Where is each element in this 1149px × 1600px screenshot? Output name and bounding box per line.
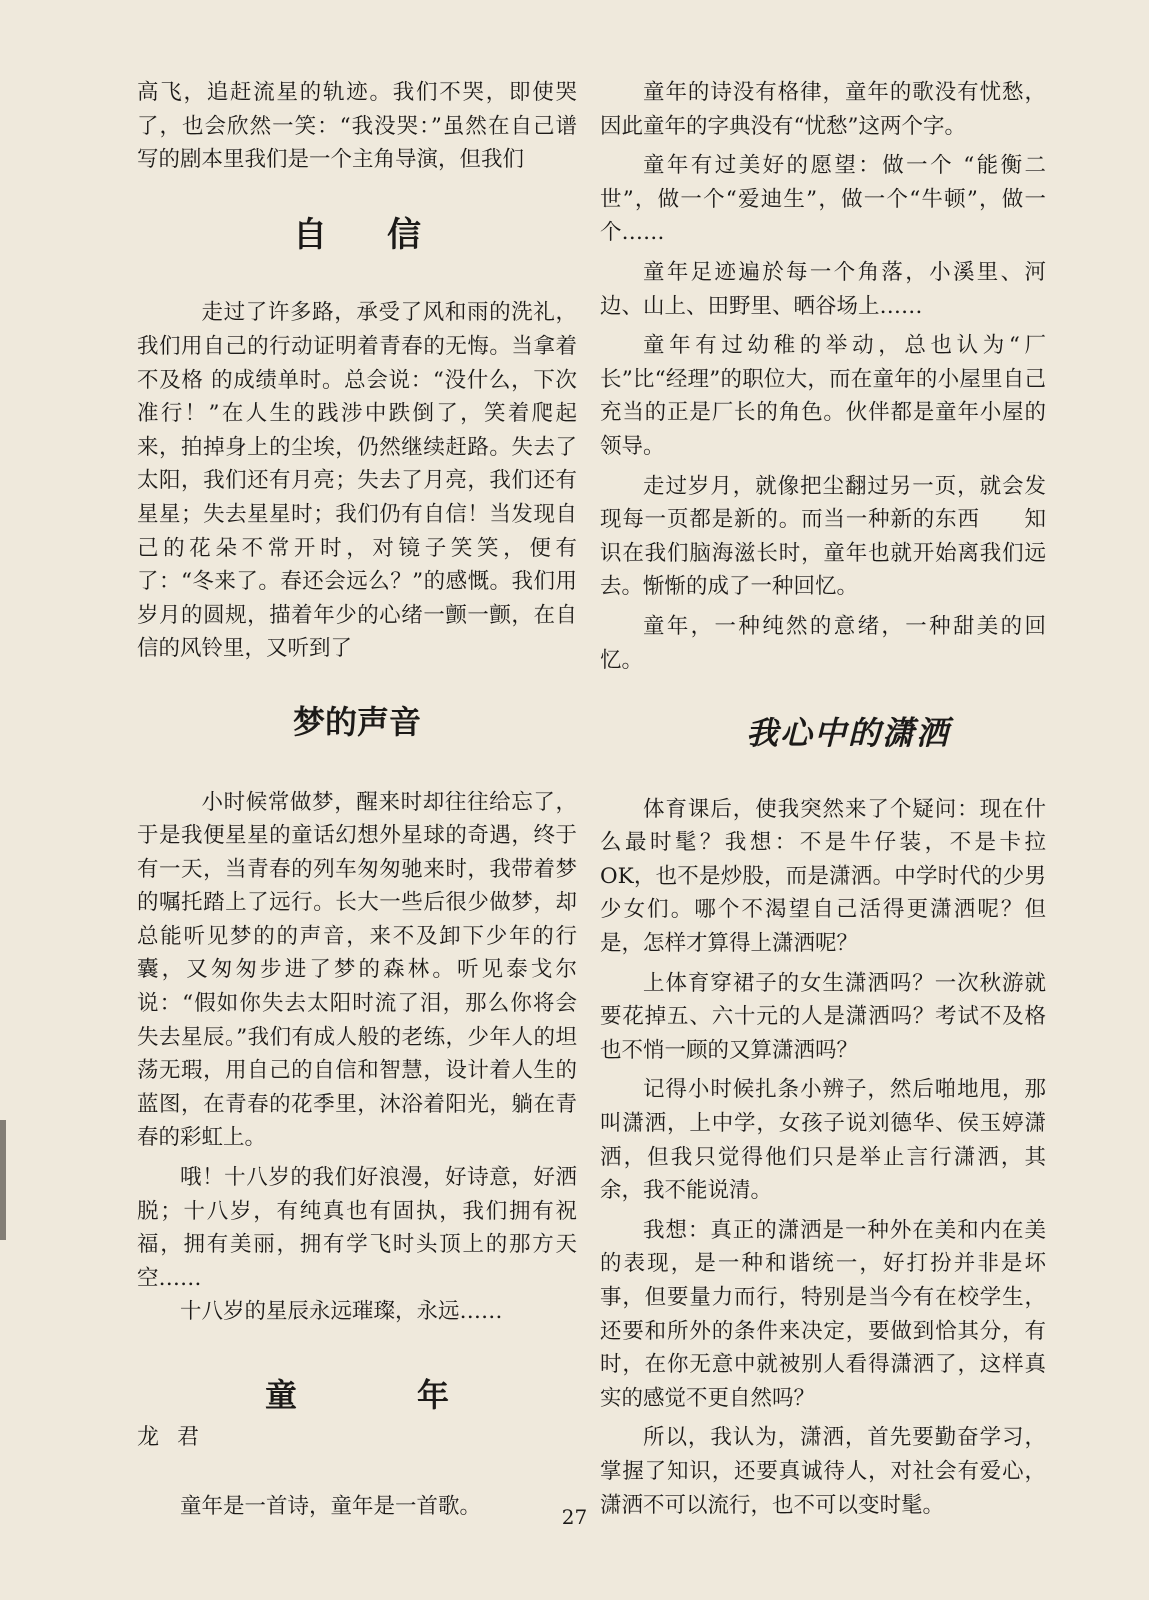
xiaosa-paragraph-2: 上体育穿裙子的女生潇洒吗？一次秋游就要花掉五、六十元的人是潇洒吗？考试不及格也不悄一顾的又算潇洒吗？ — [600, 970, 1046, 1063]
article-title-tongnian: 童年 — [264, 1376, 569, 1414]
tongnian-paragraph-1: 童年是一首诗，童年是一首歌。 — [180, 1494, 482, 1520]
xiaosa-paragraph-4: 我想：真正的潇洒是一种外在美和内在美的表现，是一种和谐统一，好打扮并非是坏事，但要量力而行，特别是当今有在校学生，还要和所外的条件来决定，要做到恰其分，有时，在你无意中就被别人看得潇洒了，这样真实的感觉不更自然吗？ — [600, 1217, 1046, 1411]
tongnian-paragraph-2: 童年的诗没有格律，童年的歌没有忧愁，因此童年的字典没有“忧愁”这两个字。 — [600, 80, 1046, 139]
xiaosa-paragraph-1: 体育课后，使我突然来了个疑问：现在什么最时髦？我想：不是牛仔装，不是卡拉 OK，也不是炒股，而是潇洒。中学时代的少男少女们。哪个不渴望自己活得更潇洒呢？但是，怎样才算得上潇洒呢？ — [600, 796, 1046, 957]
meng-paragraph-3: 十八岁的星辰永远璀璨，永远…… — [180, 1299, 503, 1325]
tongnian-paragraph-3: 童年有过美好的愿望：做一个 “能衡二世”，做一个“爱迪生”，做一个“牛顿”，做一个…… — [600, 153, 1046, 246]
article-title-zixin: 自信 — [293, 214, 481, 255]
meng-paragraph-2: 哦！十八岁的我们好浪漫，好诗意，好洒脱；十八岁，有纯真也有固执，我们拥有祝福，拥有美丽，拥有学飞时头顶上的那方天空…… — [137, 1165, 577, 1291]
article-title-xiaosa: 我心中的潇洒 — [745, 714, 950, 753]
right-column — [600, 76, 1046, 1522]
meng-paragraph-1: 小时候常做梦，醒来时却往往给忘了，于是我便星星的童话幻想外星球的奇遇，终于有一天，当青春的列车匆匆驰来时，我带着梦的嘱托踏上了远行。长大一些后很少做梦，却总能听见梦的的声音，来不及卸下少年的行囊，又匆匆步进了梦的森林。听见泰戈尔说：“假如你失去太阳时流了泪，那么你将会失去星辰。”我们有成人般的老练，少年人的坦荡无瑕，用自己的自信和智慧，设计着人生的蓝图，在青春的花季里，沐浴着阳光，躺在青春的彩虹上。 — [137, 789, 577, 1151]
article-title-meng: 梦的声音 — [292, 702, 421, 741]
tongnian-paragraph-4: 童年足迹遍於每一个角落，小溪里、河边、山上、田野里、晒谷场上…… — [600, 259, 1046, 319]
scan-edge-shadow — [0, 1120, 6, 1240]
tongnian-paragraph-7: 童年，一种纯然的意绪，一种甜美的回忆。 — [600, 613, 1046, 673]
zixin-paragraph: 走过了许多路，承受了风和雨的洗礼，我们用自己的行动证明着青春的无悔。当拿着不及格 的成绩单时。总会说：“没什么，下次准行！”在人生的践涉中跌倒了，笑着爬起来，拍掉身上的尘埃，仍然继续赶路。失去了太阳，我们还有月亮；失去了月亮，我们还有星星；失去星星时；我们仍有自信！当发现自己的花朵不常开时，对镜子笑笑，便有了：“冬来了。春还会远么？”的感慨。我们用岁月的圆规，描着年少的心绪一颤一颤，在自信的风铃里，又听到了 — [137, 300, 577, 662]
tongnian-paragraph-6: 走过岁月，就像把尘翻过另一页，就会发现每一页都是新的。而当一种新的东西 知识在我们脑海滋长时，童年也就开始离我们远去。惭惭的成了一种回忆。 — [600, 473, 1046, 600]
page-number: 27 — [561, 1505, 588, 1529]
article-author: 龙君 — [137, 1424, 218, 1450]
xiaosa-paragraph-3: 记得小时候扎条小辨子，然后啪地甩，那叫潇洒，上中学，女孩子说刘德华、侯玉婷潇洒，但我只觉得他们只是举止言行潇洒，其余，我不能说清。 — [600, 1077, 1046, 1204]
xiaosa-paragraph-5: 所以，我认为，潇洒，首先要勤奋学习，掌握了知识，还要真诚待人，对社会有爱心，潇洒不可以流行，也不可以变时髦。 — [600, 1425, 1046, 1518]
left-column — [137, 76, 577, 1524]
tongnian-paragraph-5: 童年有过幼稚的举动，总也认为“厂长”比“经理”的职位大，而在童年的小屋里自己充当的正是厂长的角色。伙伴都是童年小屋的领导。 — [600, 333, 1046, 459]
continued-paragraph: 高飞，追赶流星的轨迹。我们不哭，即使哭了，也会欣然一笑：“我没哭：”虽然在自己谱写的剧本里我们是一个主角导演，但我们 — [137, 80, 577, 173]
